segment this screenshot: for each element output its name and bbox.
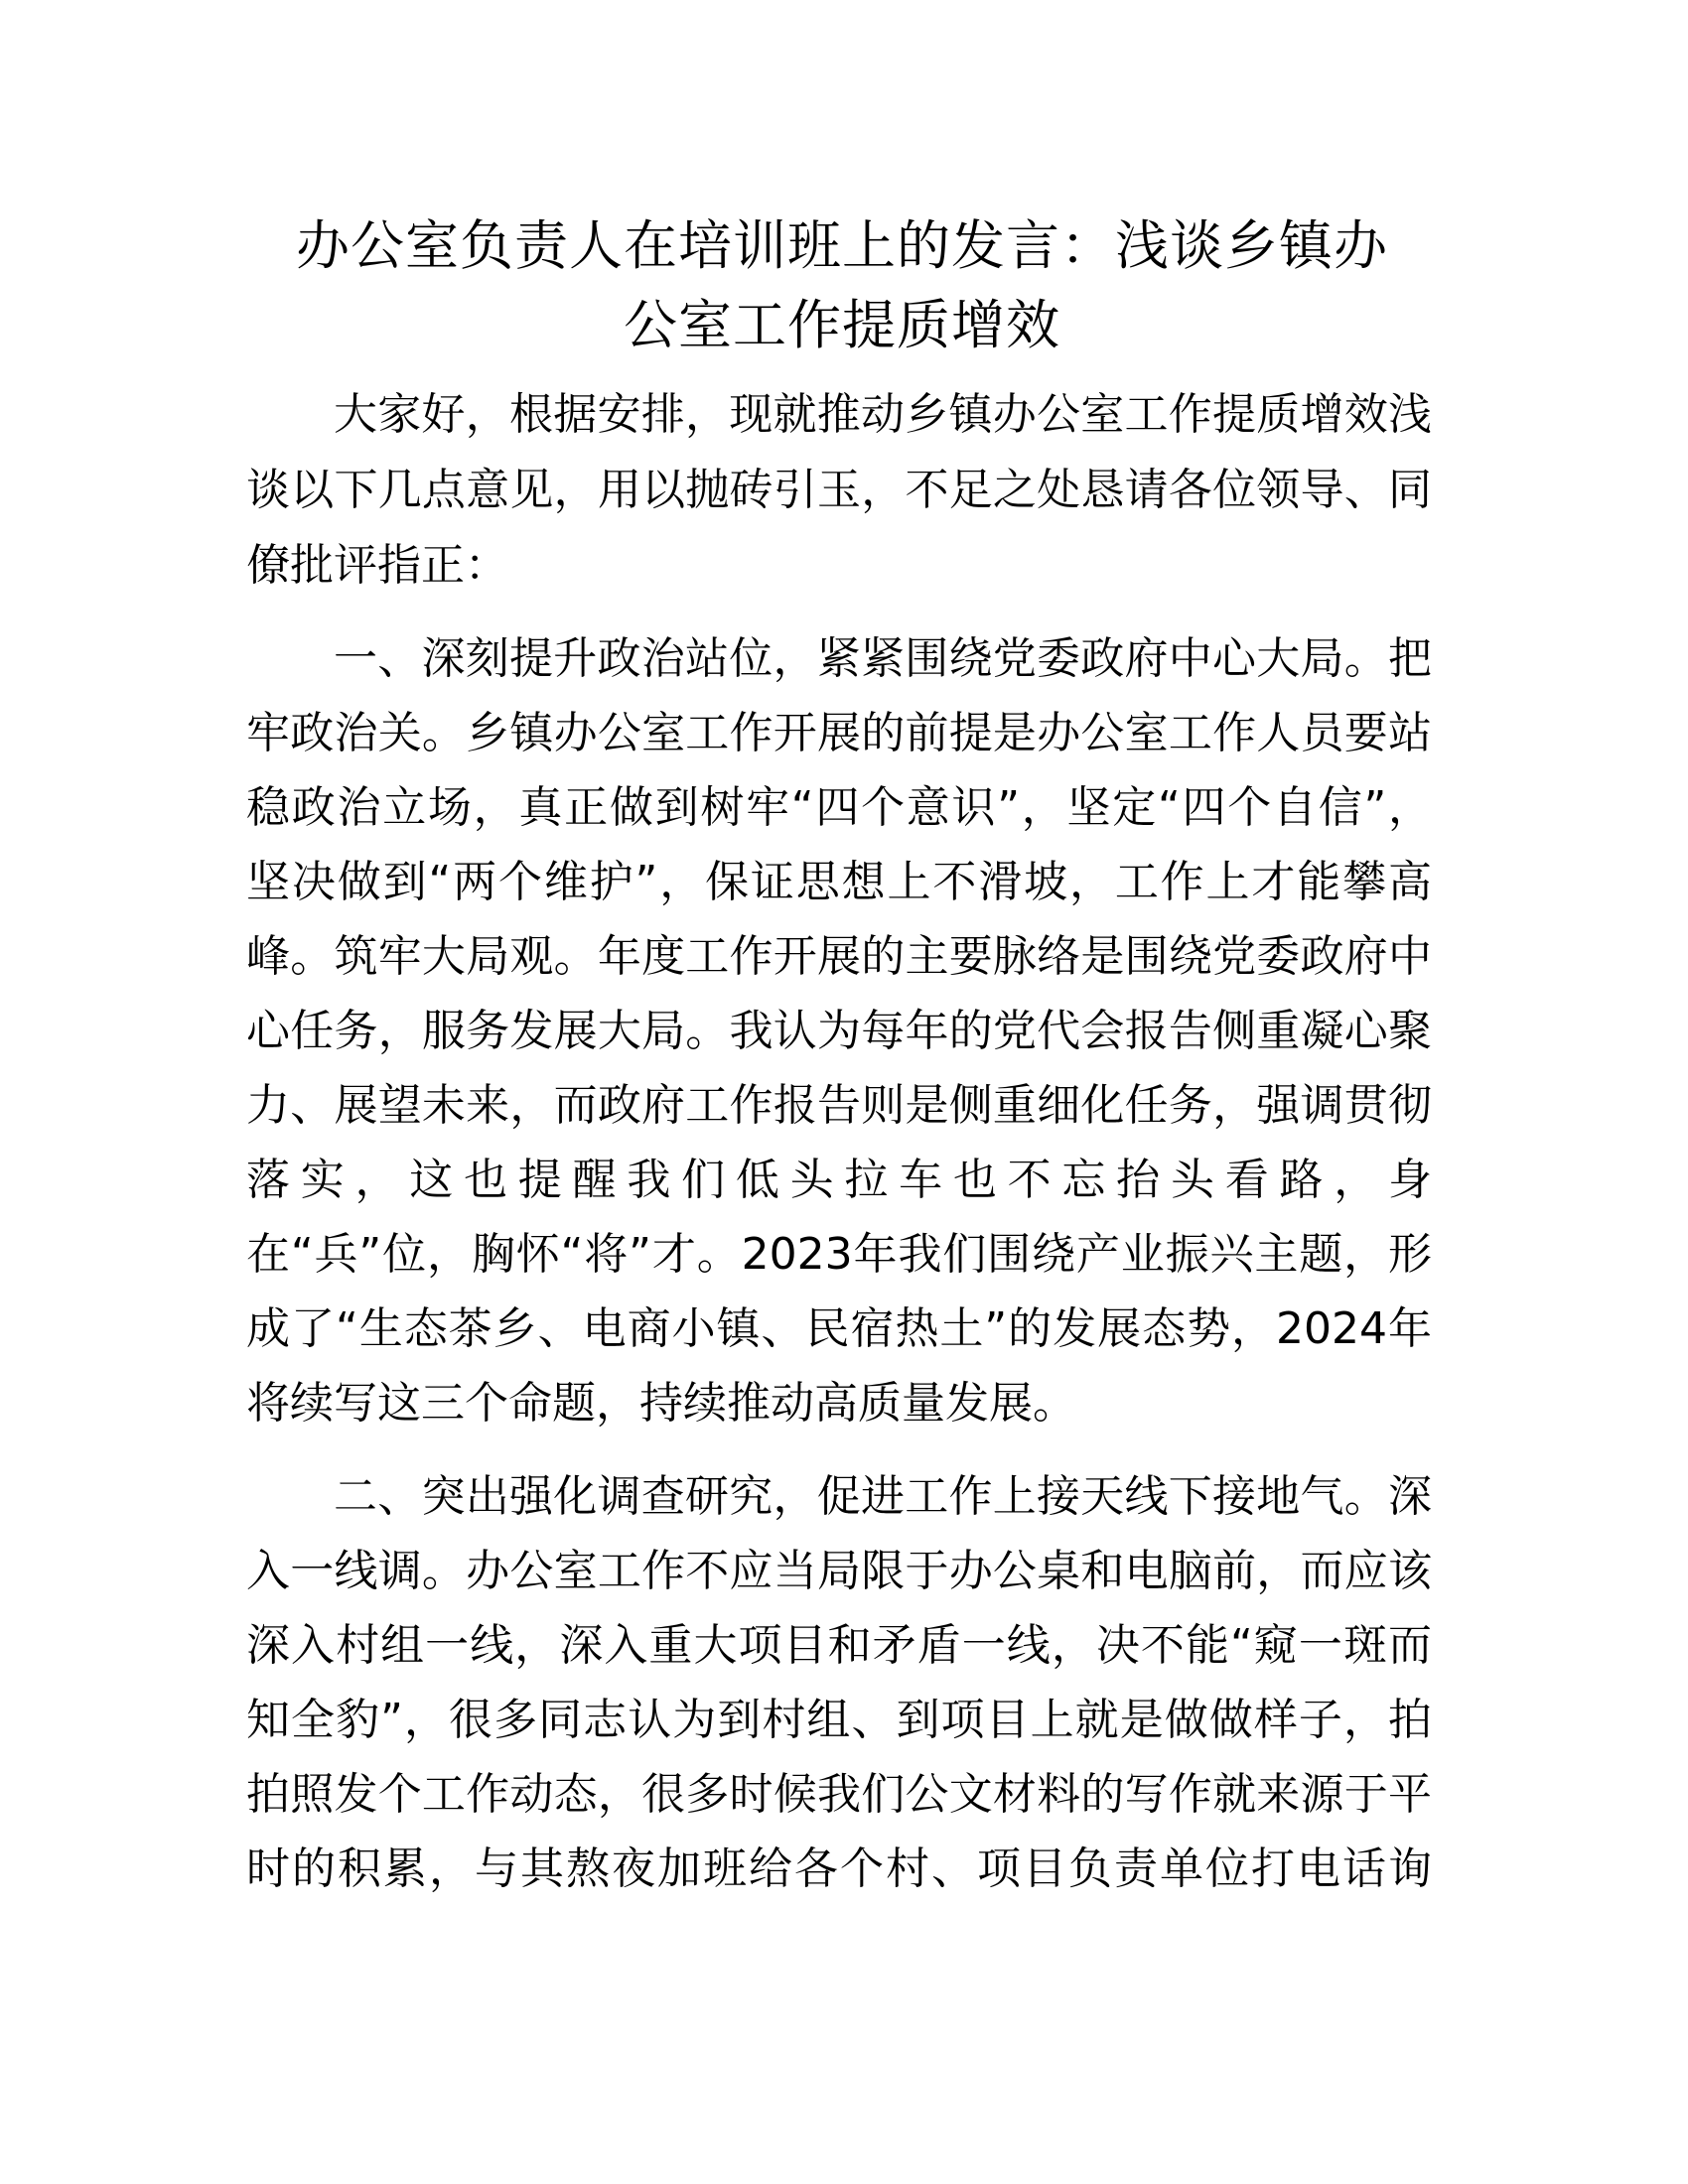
paragraph-3-line-3: 深入村组一线，深入重大项目和矛盾一线，决不能“窥一斑而 [246, 1620, 1432, 1671]
paragraph-3-line-6: 时的积累，与其熬夜加班给各个村、项目负责单位打电话询 [246, 1843, 1432, 1894]
document-title-line-1: 办公室负责人在培训班上的发言：浅谈乡镇办 [296, 214, 1388, 277]
paragraph-2-line-6: 心任务，服务发展大局。我认为每年的党代会报告侧重凝心聚 [246, 1006, 1432, 1056]
paragraph-2-line-2: 牢政治关。乡镇办公室工作开展的前提是办公室工作人员要站 [246, 708, 1432, 758]
paragraph-3-line-4: 知全豹”，很多同志认为到村组、到项目上就是做做样子，拍 [246, 1695, 1432, 1745]
paragraph-1-line-2: 谈以下几点意见，用以抛砖引玉，不足之处恳请各位领导、同 [246, 465, 1432, 515]
paragraph-2-line-4: 坚决做到“两个维护”，保证思想上不滑坡，工作上才能攀高 [246, 857, 1432, 907]
paragraph-2-line-11: 将续写这三个命题，持续推动高质量发展。 [246, 1378, 1076, 1429]
paragraph-3-line-2: 入一线调。办公室工作不应当局限于办公桌和电脑前，而应该 [246, 1546, 1432, 1596]
paragraph-2-line-3: 稳政治立场，真正做到树牢“四个意识”，坚定“四个自信”， [246, 782, 1432, 833]
paragraph-3-line-5: 拍照发个工作动态，很多时候我们公文材料的写作就来源于平 [246, 1769, 1432, 1820]
paragraph-2-line-7: 力、展望未来，而政府工作报告则是侧重细化任务，强调贯彻 [246, 1080, 1432, 1131]
document-title-line-2: 公室工作提质增效 [624, 294, 1060, 356]
paragraph-1-line-3: 僚批评指正： [246, 540, 508, 591]
paragraph-3-line-1: 二、突出强化调查研究，促进工作上接天线下接地气。深 [334, 1471, 1432, 1522]
paragraph-2-line-1: 一、深刻提升政治站位，紧紧围绕党委政府中心大局。把 [334, 633, 1432, 684]
paragraph-2-line-8: 落实，这也提醒我们低头拉车也不忘抬头看路，身 [246, 1155, 1432, 1205]
paragraph-2-line-5: 峰。筑牢大局观。年度工作开展的主要脉络是围绕党委政府中 [246, 931, 1432, 982]
paragraph-2-line-10: 成了“生态茶乡、电商小镇、民宿热土”的发展态势，2024年 [246, 1303, 1432, 1354]
paragraph-1-line-1: 大家好，根据安排，现就推动乡镇办公室工作提质增效浅 [334, 389, 1432, 440]
paragraph-2-line-9: 在“兵”位，胸怀“将”才。2023年我们围绕产业振兴主题，形 [246, 1229, 1432, 1280]
